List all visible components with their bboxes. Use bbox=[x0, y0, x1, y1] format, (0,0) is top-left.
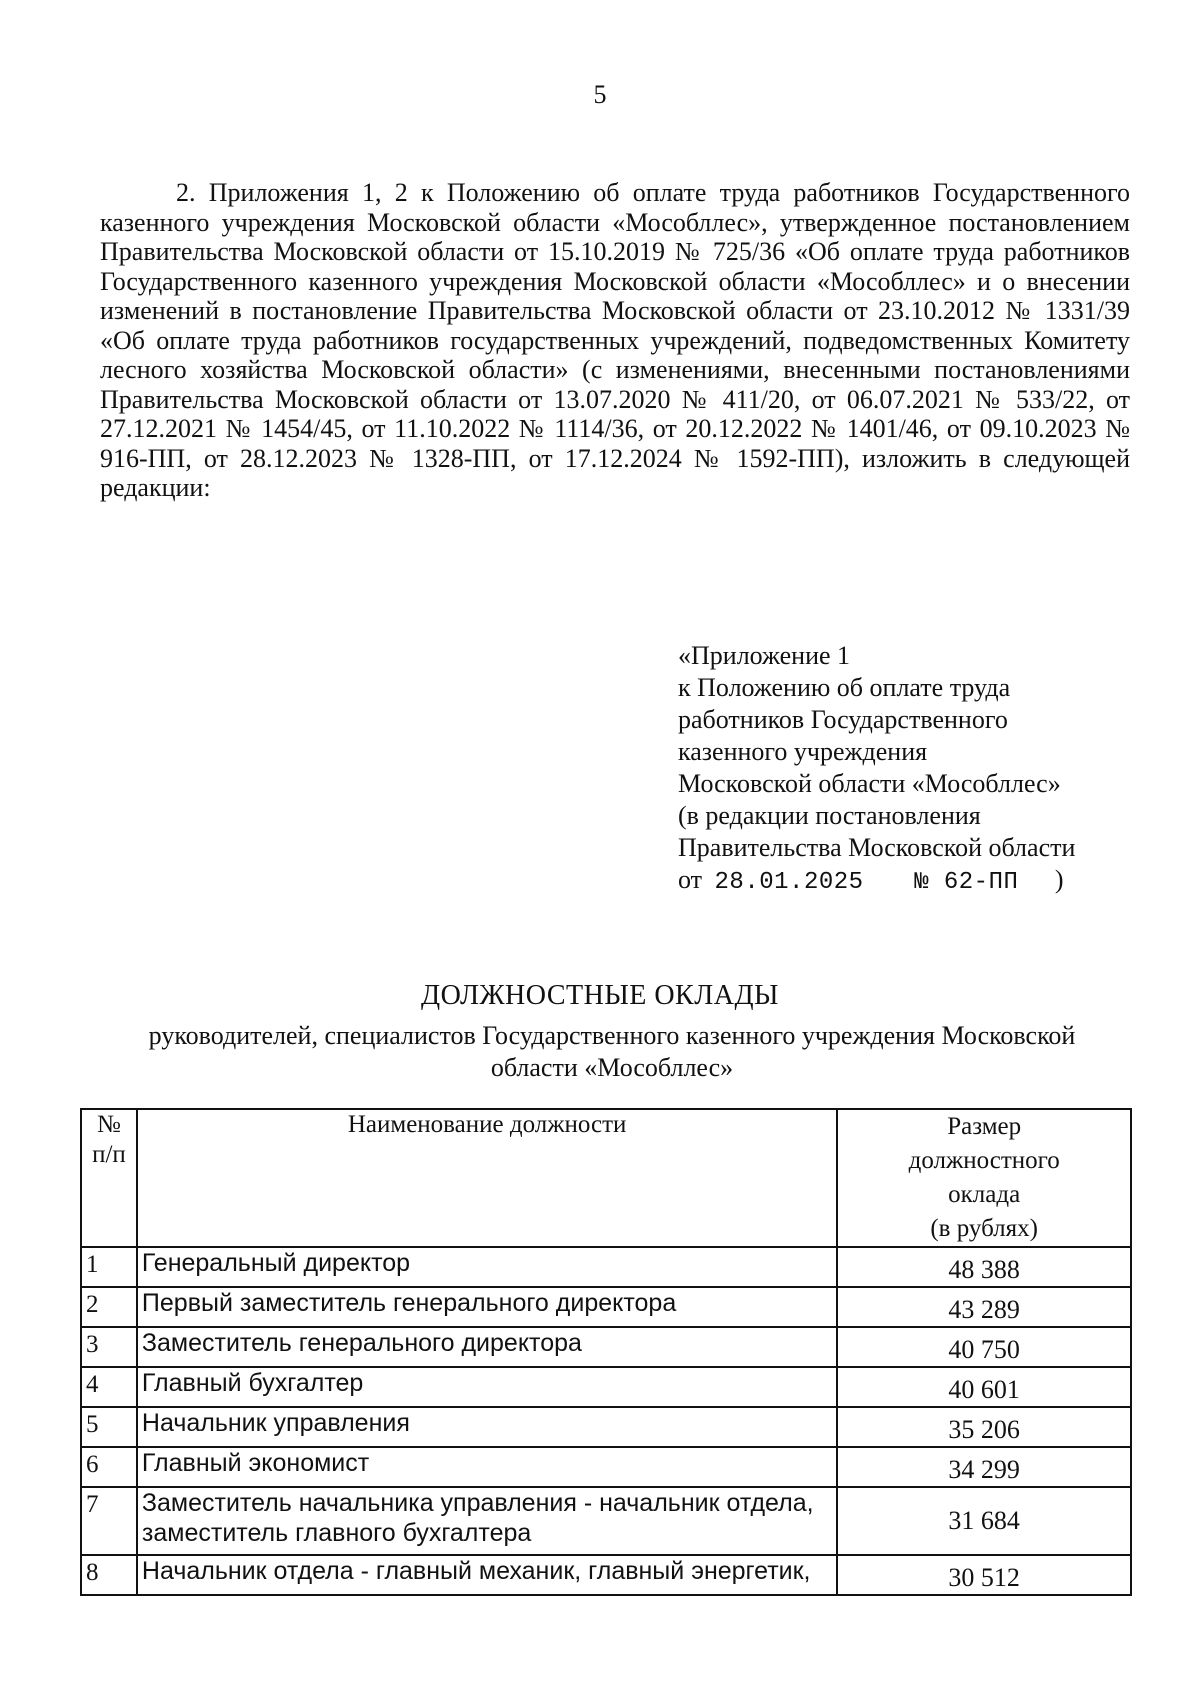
document-heading: ДОЛЖНОСТНЫЕ ОКЛАДЫ bbox=[421, 980, 779, 1011]
table-row bbox=[81, 1407, 1131, 1447]
row-number: 4 bbox=[81, 1367, 137, 1407]
appendix-number-stamp: № 62-ПП bbox=[914, 869, 1019, 896]
row-number: 1 bbox=[81, 1247, 137, 1287]
row-number: 3 bbox=[81, 1327, 137, 1367]
appendix-date-stamp: 28.01.2025 bbox=[714, 869, 864, 896]
row-salary-amount: 40 750 bbox=[837, 1327, 1131, 1367]
row-position-name bbox=[137, 1487, 837, 1555]
header-amount-line-3: оклада bbox=[948, 1181, 1021, 1208]
row-position-name: Начальник управления bbox=[137, 1407, 837, 1447]
header-number bbox=[81, 1109, 137, 1247]
row-position-name: Первый заместитель генерального директора bbox=[137, 1287, 837, 1327]
header-number-line-1: № bbox=[97, 1111, 121, 1138]
appendix-line-6: (в редакции постановления bbox=[678, 801, 981, 830]
row-salary-amount: 48 388 bbox=[837, 1247, 1131, 1287]
subtitle-line-2: области «Мособллес» bbox=[490, 1053, 734, 1082]
appendix-line-7: Правительства Московской области bbox=[678, 833, 1076, 862]
row-position-name: Заместитель генерального директора bbox=[137, 1327, 837, 1367]
row-salary-amount: 40 601 bbox=[837, 1367, 1131, 1407]
page-number: 5 bbox=[593, 80, 607, 109]
row-number: 8 bbox=[81, 1555, 137, 1595]
table-row bbox=[81, 1555, 1131, 1595]
row-salary-amount: 35 206 bbox=[837, 1407, 1131, 1447]
row-position-name: Главный бухгалтер bbox=[137, 1367, 837, 1407]
row-position-name: Начальник отдела - главный механик, главный энергетик, bbox=[137, 1555, 837, 1595]
row-number: 7 bbox=[81, 1487, 137, 1555]
appendix-line-2: к Положению об оплате труда bbox=[678, 673, 1011, 702]
row-salary-amount: 43 289 bbox=[837, 1287, 1131, 1327]
header-salary-amount bbox=[837, 1109, 1131, 1247]
header-amount-line-1: Размер bbox=[947, 1113, 1022, 1140]
row-number: 5 bbox=[81, 1407, 137, 1447]
appendix-line-3: работников Государственного bbox=[678, 705, 1008, 734]
appendix-date-prefix: от bbox=[678, 865, 703, 894]
table-header-row bbox=[81, 1109, 1131, 1247]
appendix-line-4: казенного учреждения bbox=[678, 737, 928, 766]
appendix-date-line bbox=[678, 864, 1148, 899]
appendix-line-5: Московской области «Мособллес» bbox=[678, 769, 1061, 798]
appendix-note bbox=[678, 640, 1148, 899]
appendix-closing-paren: ) bbox=[1054, 865, 1064, 894]
header-position-name: Наименование должности bbox=[137, 1109, 837, 1247]
table-row bbox=[81, 1447, 1131, 1487]
table-row bbox=[81, 1487, 1131, 1555]
row-position-name-line-1: Заместитель начальника управления - начальник отдела, bbox=[141, 1489, 814, 1517]
row-number: 6 bbox=[81, 1447, 137, 1487]
row-position-name-line-2: заместитель главного бухгалтера bbox=[141, 1519, 532, 1547]
table-row bbox=[81, 1287, 1131, 1327]
header-amount-line-2: должностного bbox=[908, 1147, 1060, 1174]
header-amount-line-4: (в рублях) bbox=[930, 1215, 1038, 1242]
table-row bbox=[81, 1247, 1131, 1287]
table-row bbox=[81, 1327, 1131, 1367]
salary-table bbox=[80, 1108, 1132, 1596]
row-number: 2 bbox=[81, 1287, 137, 1327]
row-salary-amount: 34 299 bbox=[837, 1447, 1131, 1487]
amendment-paragraph: 2. Приложения 1, 2 к Положению об оплате труда работников Государственного казенного учреждения Московской области «Мособллес», утвержденное постановлением Правительства Московской области от 15.10.2019 № 725/36 «Об оплате труда работников Государственного казенного учреждения Московской области «Мособллес» и о внесении изменений в постановление Правительства Московской области от 23.10.2012 № 1331/39 «Об оплате труда работников государственных учреждений, подведомственных Комитету лесного хозяйства Московской области» (с изменениями, внесенными постановлениями Правительства Московской области от 13.07.2020 № 411/20, от 06.07.2021 № 533/22, от 27.12.2021 № 1454/45, от 11.10.2022 № 1114/36, от 20.12.2022 № 1401/46, от 09.10.2023 № 916-ПП, от 28.12.2023 № 1328-ПП, от 17.12.2024 № 1592-ПП), изложить в следующей редакции: bbox=[100, 178, 1130, 502]
appendix-line-1: «Приложение 1 bbox=[678, 641, 851, 670]
table-row bbox=[81, 1367, 1131, 1407]
subtitle-line-1: руководителей, специалистов Государственного казенного учреждения Московской bbox=[148, 1021, 1076, 1050]
row-salary-amount: 30 512 bbox=[837, 1555, 1131, 1595]
row-salary-amount: 31 684 bbox=[837, 1487, 1131, 1555]
document-subtitle bbox=[92, 1020, 1132, 1084]
header-number-line-2: п/п bbox=[92, 1141, 126, 1168]
row-position-name: Главный экономист bbox=[137, 1447, 837, 1487]
row-position-name: Генеральный директор bbox=[137, 1247, 837, 1287]
